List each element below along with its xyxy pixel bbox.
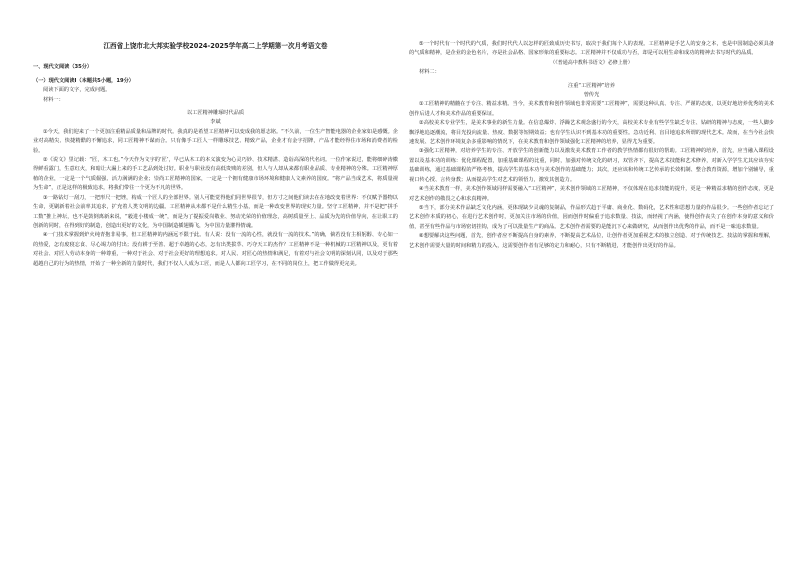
paragraph: ①今天，我们迎来了一个更加注重精品质量和品牌的时代。我真的是希望工匠精神可以变成我的愿志铭。“不久前，一位生产智能电器的企业家如是感慨。企业对高精尖、快捷精酷的不懈追求，同工匠精神不谋而合。只有像手工匠人一样雕琢技艺、精致产品，企业才有金字招牌，产品才能经得住市场和消费者的检验。 [33,128,398,154]
article2-author: 曾传光 [583,92,600,99]
left-column [33,0,398,269]
paragraph: ⑥想要解决这些问题，首先，创作者应不断提高自身的素养，不断提高艺术品位，让创作者更加重视艺术的独立创造、对于传统技艺、技法的掌握和理解，艺术创作需要大量的时间和精力的投入，这需要创作者有足够的定力和耐心，只有不断精进，才能创作出更好的作品。 [409,233,774,249]
section-heading: 一、现代文阅读（35分） [33,64,93,71]
material1-label: 材料一： [43,96,64,103]
paragraph: ②《说文》里记载：“匠，木工也。”今天作为文字的‘匠’，早已从木工的本义演变为心灵巧妙、技术精湛、造诣高深的代名词。一位作家说过，能将细碎涛徽得鲜看露门，生意红火，和暗让大漏上来的手工艺品到处讨好。职业与职业没有高低贵贱的差别，但人与人却从来都有职业品质、专业精神的分殊。工匠精神厚植的企业，一定是一个气质倔强、活力满满的企业；崇尚工匠精神的国家，一定是一个拥有健康市场环境和健康人文素养的国度。“将产品当成艺术，将质量视为生命”，正是这样的极致追求，将我们带往一个更为不凡的世界。 [33,157,398,192]
material2-label: 材料二： [419,69,440,76]
instruction-text: 阅读下面的文字，完成问题。 [43,87,111,94]
source-citation: （《普通高中教科书语文》必修上册） [550,59,633,66]
article2-title: 注重“工匠精神”培养 [568,82,615,89]
paragraph: ②高校美术专业学生，是美术事业的新生力量。在信息爆炸、浮躁艺术观念盛行的今天，高校美术专业有些学生缺乏专注、钻研的精神与态度，一些人脚步飘浮地追逐潮流，将目光投向流量、热度、数据等短期效益；也有学生认识不到基本功的重要性。急功近利、盲目地追求所谓的现代艺术。故而，在当今社会快速发展、艺术创作环境复杂多重影响的情况下，在美术教育和创作领域强化工匠精神的培养，显得尤为重要。 [409,120,774,146]
paragraph: ④一门技术掌握到炉火纯青抱非易事，但工匠精神的内涵远不限于此。有人说：没有一流的心性，就没有一流的技术。”的确，倘若没有主相躬醇、专心如一的热爱，怎有废寝忘食、尽心竭力的付出；没有耕于至善、超于卓越的心态，怎有出类拔萃、巧夺天工的杰作？工匠精神不是一种机械的工匠精神以及，更有着对社会、对匠人劳动本身的一种尊重，一种对于社会、对于社会更好的理想追求。对人民、对匠心的热情和满足，有着对与社会文明的深刻认同，以及对于那些超越自己的行为的热情，开始了一种全新的力量时代，我们不仅人人成为工匠，而是人人都向工匠学习，在不同的岗位上，把工作做得更完美。 [33,232,398,267]
paragraph: ⑤当下，部分美术作品缺乏文化内涵，更体现缺少灵魂的复制品，作品形式趋于平庸、商业化、数码化，艺术性和思想力量的作品很少。一些创作者忘记了艺术创作本质的初心，在进行艺术创作时，更加关注市场的价值，因而创作时偏重于追求数量、技法，而轻视了内涵，使得创作丧失了在创作本身的意义和价值，甚至有些作品与市场密切挂钩，成为了可以批量生产的商品。艺术创作者需要的是能沉下心来做研究，从而创作出优秀的作品，而不是一味追求数量。 [409,204,774,230]
subsection-heading: （一）现代文阅读Ⅰ（本题共5小题，19分） [33,77,134,84]
right-column [409,0,774,251]
article1-author: 李斌 [210,119,221,126]
paragraph: ①工匠精神的精髓在于专注、精益求精。当今，美术教育和创作领域也非常需要“工匠精神”，需要这种认真、专注、严谨的态度，以更好地培养优秀的美术创作后进人才和美术作品的重要保证。 [409,101,774,117]
paragraph: ③一路钻灯一刮刀，一把形尺一把锉，构成一个匠人的全部世界。别人可能觉得他们同世界很节，但方寸之间他们读去在在地改变着世界：不仅赋予器物以生命，更刷新着社会前率其追求，扩充着人类文明的边疆。工匠精神从未都不是什么精生小基，而是一种改变世界的现实力量。坚守工匠精神，并不是把“拼手工数”推上神坛，也不是鼓倒离新来说，“毅进小楼成一统”，而是为了提振爱岗敬业、努动光荣的价值理念，高树质量至上、品质为先的价值导向，在让职工的创新的同时，在得到好的制造，创造出更好的文化，为中国制造插翅腾飞，为中国力量灌得情魂。 [33,194,398,229]
document-title: 江西省上饶市北大邦实验学校2024-2025学年高二上学期第一次月考语文卷 [103,42,328,50]
paragraph: ⑤一个时代有一个时代的气质，我们时代代人以怎样的匠致成历史书写，取决于我们每个人的表现。工匠精神是手艺人的安身之本，也是中国制造必须具备的气质和精神，是企业的金色名片，亦是社会品格、国家形象的重要标志。工匠精神并不仅成功与否，却是可以用生命和成功的精神去书写时代的品质。 [409,41,774,57]
paragraph: ③强化工匠精神，对培养学生的专注、开放学生的创新能力以及激发美术教育工作者的教学热情都有很好的帮助。工匠精神的培养，首先，应当融入课程设置以及基本功的训练：优化课程配置，加重基础课程的比重，同时，加强对传统文化的研习，双管齐下，提高艺术技能和艺术修养，对新入学学生尤其应该夯实基础训练，通过基础课程的严格考核，提高学生的基本功与美术创作的基础能力；其次，还应该和传统工艺传承的长效机制、整合教育资源，增加个别辅导，重视口传心授、言传身教；从而提高学生对艺术的领悟力，激发其创造力。 [409,148,774,183]
article1-title: 以工匠精神雕琢时代品质 [186,110,245,117]
paragraph: ④当美术教育一样，美术创作领域同样需要融入“工匠精神”，美术创作领域的工匠精神，不仅体现在追求技能的提升，更是一种精益求精的创作态度，更是对艺术创作的敬畏之心和求真精神。 [409,186,774,202]
